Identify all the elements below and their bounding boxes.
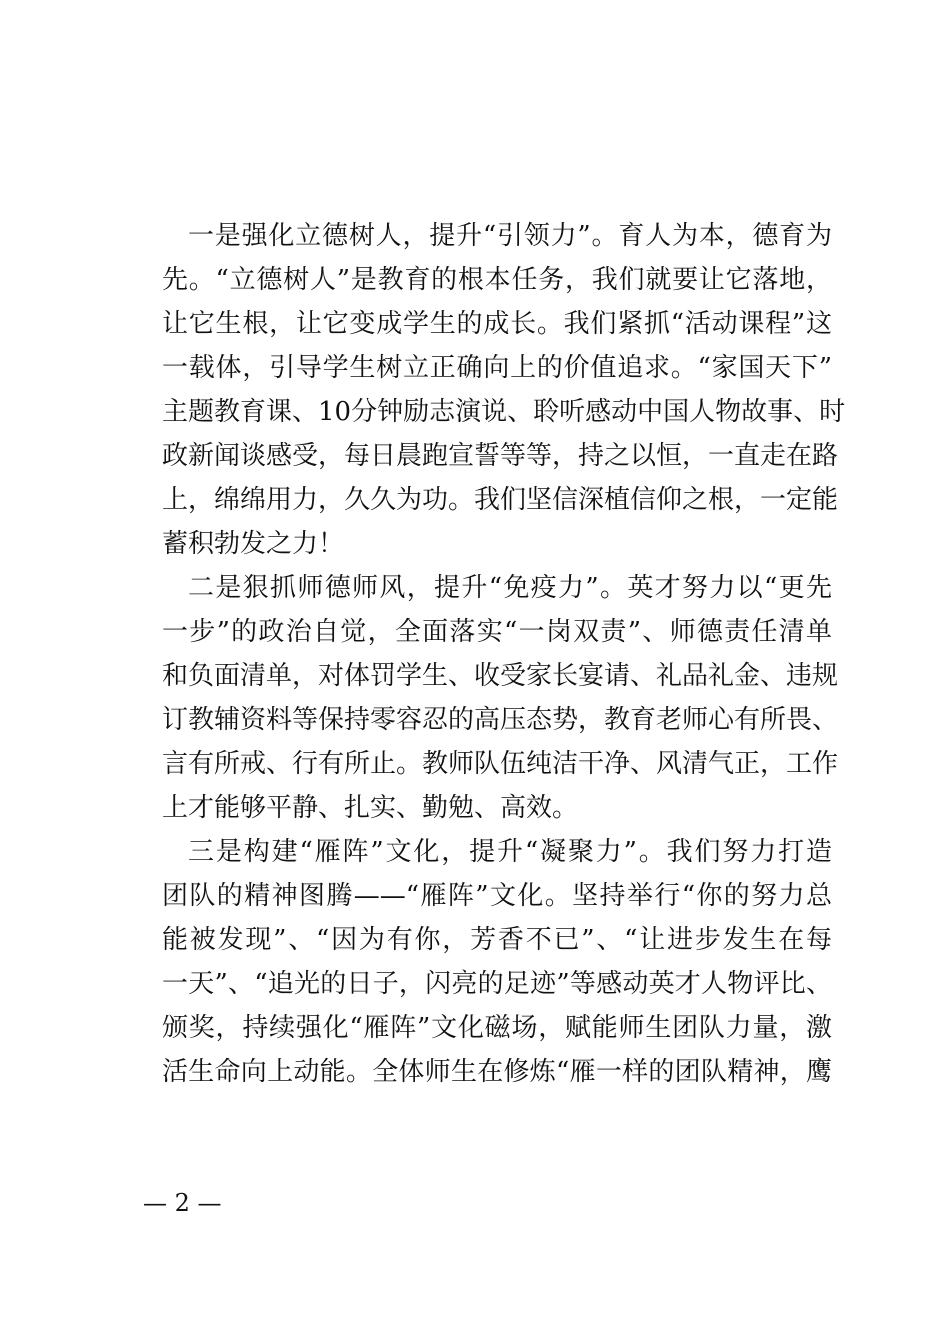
paragraph-1-line-1: 一是强化立德树人，提升“引领力”。育人为本，德育为 — [188, 221, 832, 251]
paragraph-1-line-8: 蓄积勃发之力！ — [162, 529, 345, 559]
paragraph-3-line-1: 三是构建“雁阵”文化，提升“凝聚力”。我们努力打造 — [188, 837, 832, 867]
paragraph-3-line-2: 团队的精神图腾——“雁阵”文化。坚持举行“你的努力总 — [162, 881, 832, 911]
paragraph-3-line-6: 活生命向上动能。全体师生在修炼“雁一样的团队精神，鹰 — [162, 1057, 832, 1087]
paragraph-2-line-6: 上才能够平静、扎实、勤勉、高效。 — [162, 793, 579, 823]
paragraph-1-line-2: 先。“立德树人”是教育的根本任务，我们就要让它落地， — [162, 265, 832, 295]
paragraph-2-line-2: 一步”的政治自觉，全面落实“一岗双责”、师德责任清单 — [162, 617, 832, 647]
paragraph-1-line-3: 让它生根，让它变成学生的成长。我们紧抓“活动课程”这 — [162, 309, 832, 339]
page-number: — 2 — — [143, 1189, 222, 1217]
paragraph-1-line-7: 上，绵绵用力，久久为功。我们坚信深植信仰之根，一定能 — [162, 485, 839, 515]
paragraph-2-line-5: 言有所戒、行有所止。教师队伍纯洁干净、风清气正，工作 — [162, 749, 839, 779]
paragraph-1-line-4: 一载体，引导学生树立正确向上的价值追求。“家国天下” — [162, 353, 832, 383]
paragraph-1-line-5: 主题教育课、10分钟励志演说、聆听感动中国人物故事、时 — [162, 397, 846, 427]
paragraph-3-line-5: 颁奖，持续强化“雁阵”文化磁场，赋能师生团队力量，激 — [162, 1013, 832, 1043]
paragraph-3-line-4: 一天”、“追光的日子，闪亮的足迹”等感动英才人物评比、 — [162, 969, 832, 999]
paragraph-2-line-4: 订教辅资料等保持零容忍的高压态势，教育老师心有所畏、 — [162, 705, 839, 735]
paragraph-2-line-3: 和负面清单，对体罚学生、收受家长宴请、礼品礼金、违规 — [162, 661, 839, 691]
paragraph-3-line-3: 能被发现”、“因为有你，芳香不已”、“让进步发生在每 — [162, 925, 832, 955]
paragraph-1-line-6: 政新闻谈感受，每日晨跑宣誓等等，持之以恒，一直走在路 — [162, 441, 839, 471]
paragraph-2-line-1: 二是狠抓师德师风，提升“免疫力”。英才努力以“更先 — [188, 573, 832, 603]
